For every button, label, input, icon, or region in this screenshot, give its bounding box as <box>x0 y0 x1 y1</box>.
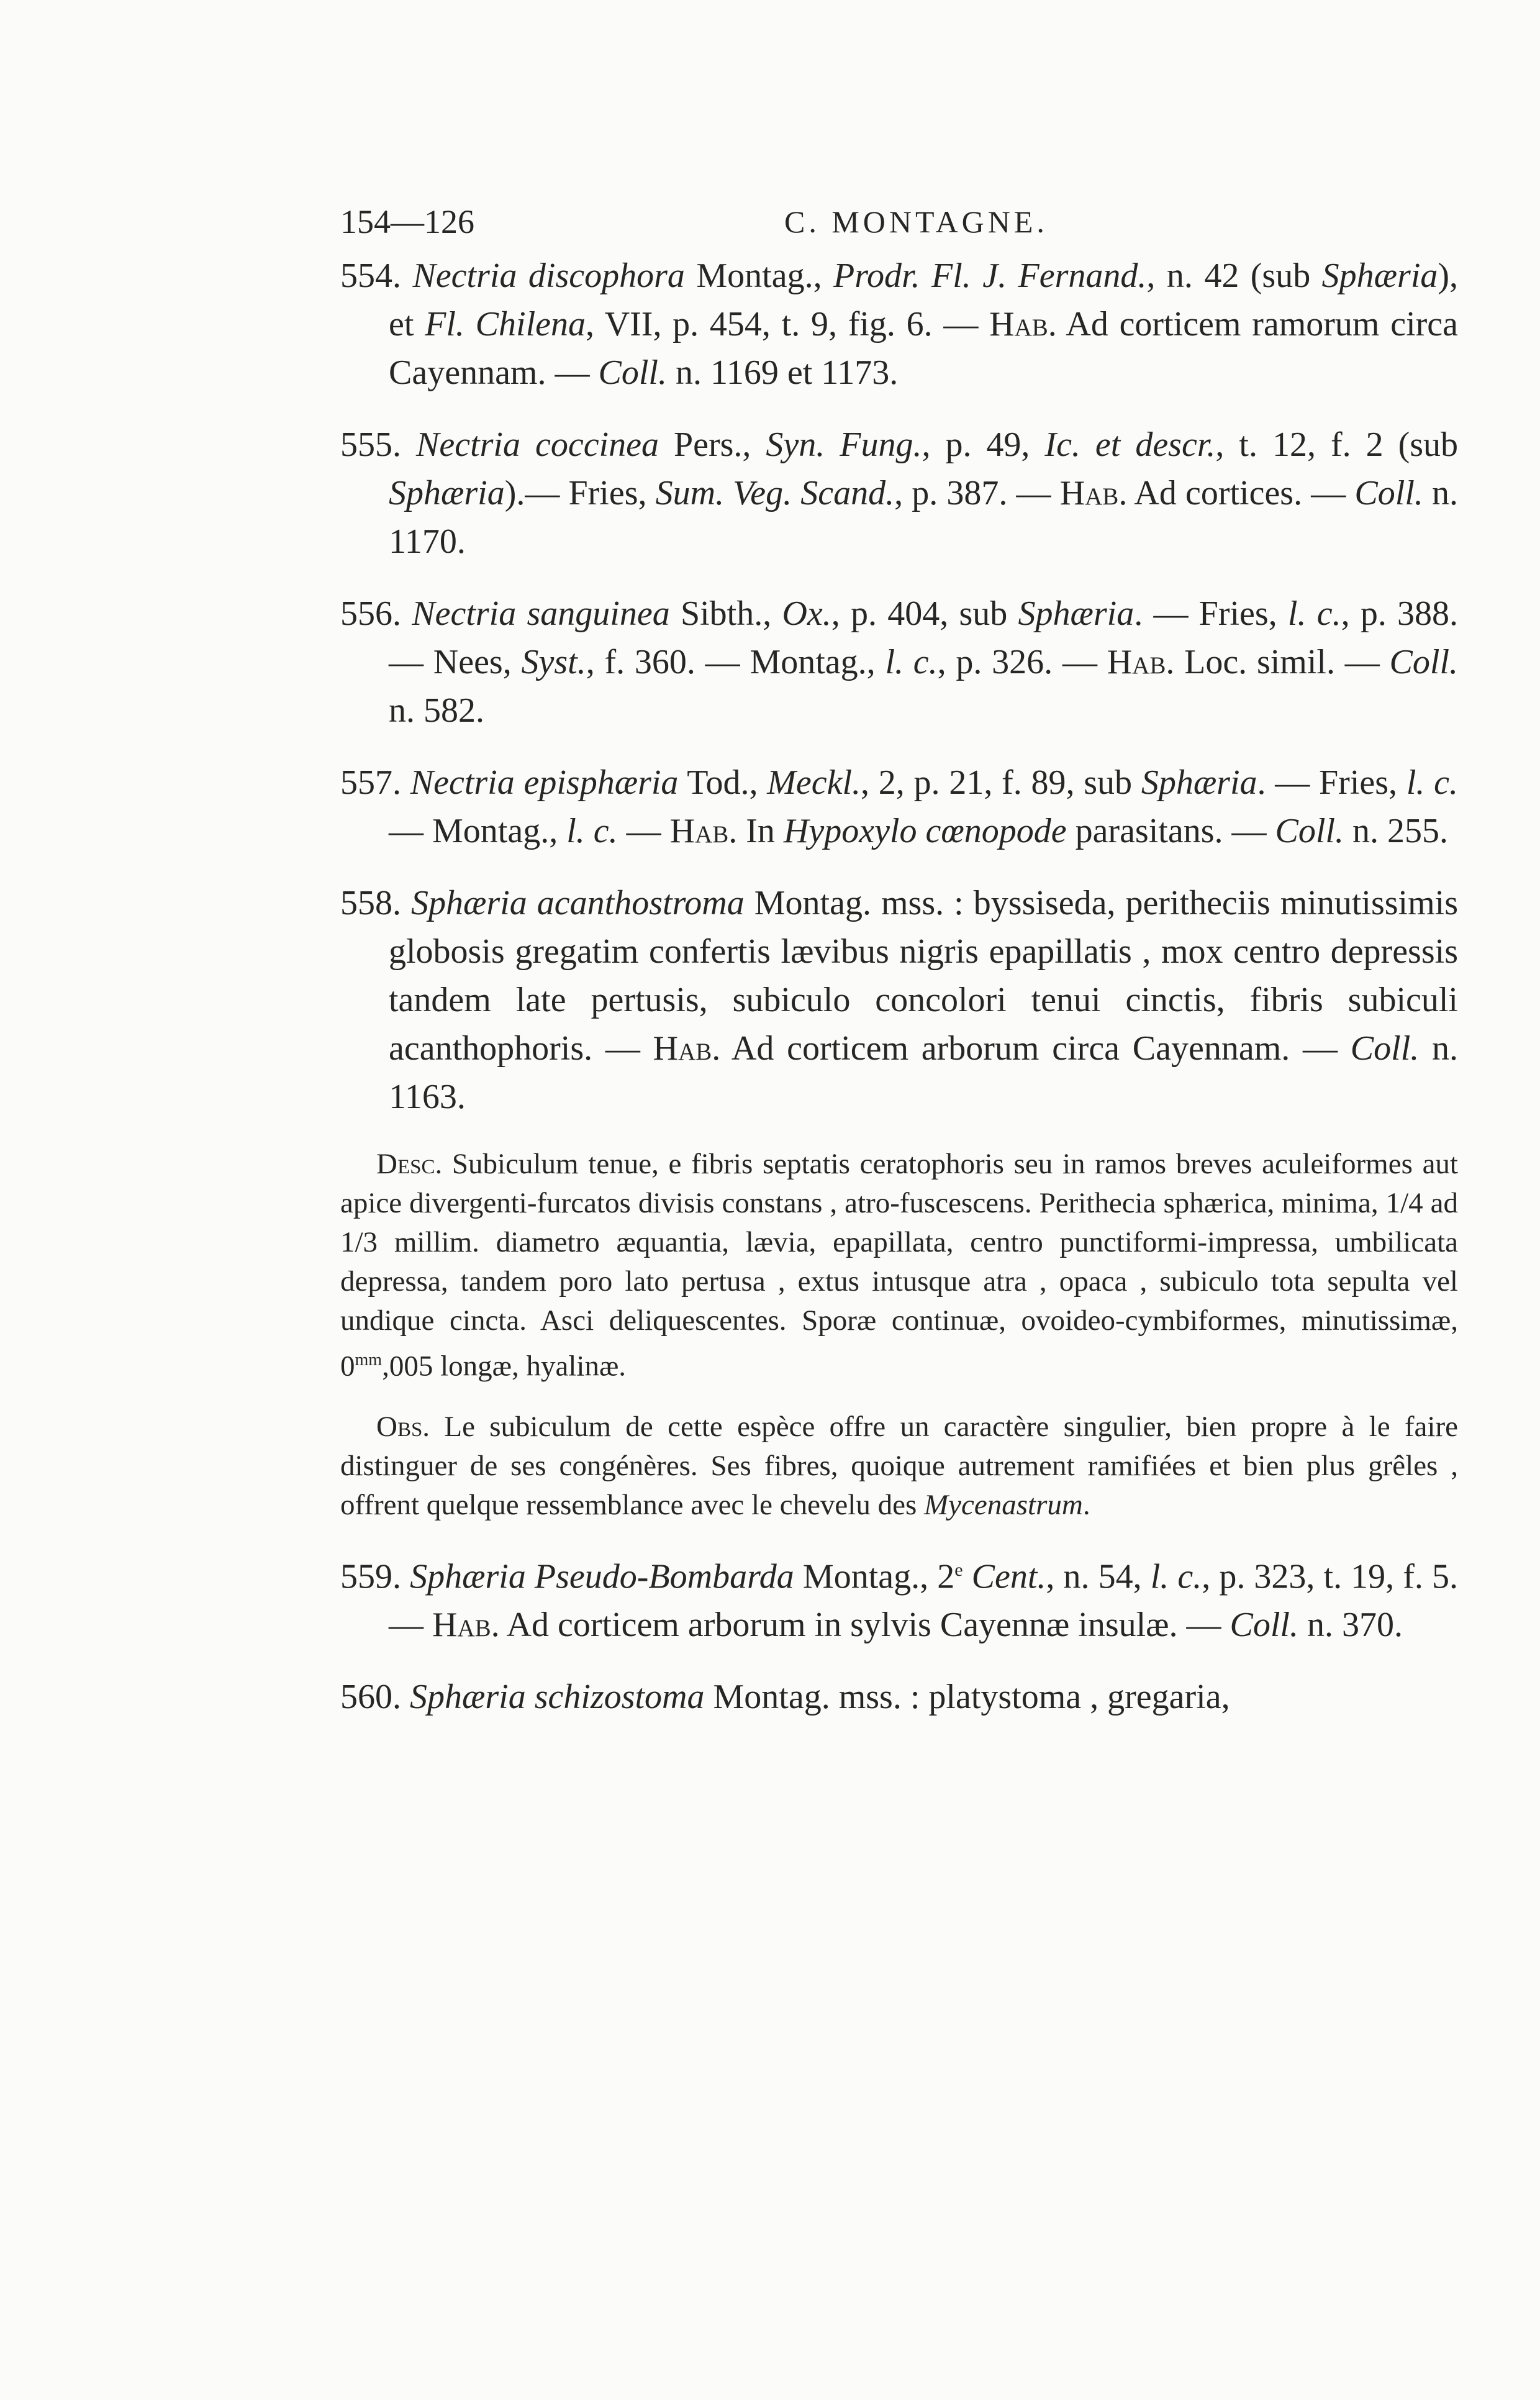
text-body <box>340 252 1458 1745</box>
species: discophora <box>528 257 685 295</box>
entry-558: 558. Sphæria acanthostroma Montag. mss. : byssiseda, peritheciis minutissimis globosis gregatim confertis lævibus nigris epapillatis , mox centro depressis tandem late pertusis, subiculo concolori tenui cinctis, fibris subiculi acanthophoris. — Hab. Ad corticem arborum circa Cayennam. — Coll. n. 1163. <box>340 884 1459 1116</box>
entry-number: 554. <box>340 257 401 295</box>
habitat-label: Hab. <box>1059 474 1128 512</box>
genus: Sphæria <box>411 884 527 922</box>
species: episphæria <box>523 763 679 802</box>
habitat-label: Hab. <box>1107 643 1175 681</box>
entry-number: 559. <box>340 1557 401 1596</box>
observation-paragraph: Obs. Le subiculum de cette espèce offre un caractère singulier, bien propre à le faire distinguer de ses congénères. Ses fibres, quoique autrement ramifiées et bien plus grêles , offrent quelque ressemblance avec le chevelu des Mycenastrum. <box>340 1410 1458 1521</box>
page-number: 154—126 <box>340 203 474 240</box>
species: acanthostroma <box>537 884 745 922</box>
description-paragraph: Desc. Subiculum tenue, e fibris septatis ceratophoris seu in ramos breves aculeiformes aut apice divergenti-furcatos divisis constans , atro-fuscescens. Perithecia sphærica, minima, 1/4 ad 1/3 millim. diametro æquantia, lævia, epapillata, centro punctiformi-impressa, umbilicata depressa, tandem poro lato pertusa , extus intusque atra , opaca , subiculo tota sepulta vel undique cincta. Asci deliquescentes. Sporæ continuæ, ovoideo-cymbiformes, minutissimæ, $0^{mm},005$ longæ, hyalinæ. <box>340 1148 1458 1383</box>
reference: Fl. Chilena <box>425 305 586 343</box>
genus: Nectria <box>410 763 515 802</box>
reference: Prodr. Fl. J. Fernand. <box>833 257 1147 295</box>
collection-label: Coll. <box>1275 812 1344 850</box>
entry-number: 557. <box>340 763 401 802</box>
reference: Syst. <box>521 643 586 681</box>
collection-label: Coll. <box>1350 1029 1420 1068</box>
entry-number: 555. <box>340 425 401 464</box>
unit-superscript: mm <box>355 1350 383 1370</box>
host-name: Hypoxylo cœnopode <box>783 812 1067 850</box>
reference: Sum. Veg. Scand. <box>655 474 895 512</box>
species: sanguinea <box>527 594 670 633</box>
collection-label: Coll. <box>1354 474 1423 512</box>
genus: Nectria <box>412 594 517 633</box>
entry-556: 556. Nectria sanguinea Sibth., Ox., p. 404, sub Sphæria. — Fries, l. c., p. 388. — Nees, Syst., f. 360. — Montag., l. c., p. 326. — Hab. Loc. simil. — Coll. n. 582. <box>340 594 1459 730</box>
entry-560: 560. Sphæria schizostoma Montag. mss. : platystoma , gregaria, <box>340 1678 1230 1717</box>
reference: Cent. <box>962 1557 1046 1596</box>
genus: Nectria <box>412 257 517 295</box>
habitat-label: Hab. <box>653 1029 721 1068</box>
entry-559: 559. Sphæria Pseudo-Bombarda Montag., 2e Cent., n. 54, l. c., p. 323, t. 19, f. 5. — Hab. Ad corticem arborum in sylvis Cayennæ insulæ. — Coll. n. 370. <box>340 1557 1459 1645</box>
genus: Sphæria <box>410 1678 526 1717</box>
habitat-label: Hab. <box>432 1606 500 1645</box>
reference: Ox. <box>782 594 831 633</box>
habitat-label: Hab. <box>989 305 1057 343</box>
reference: Meckl. <box>767 763 861 802</box>
entry-number: 560. <box>340 1678 401 1717</box>
reference: Ic. et descr. <box>1044 425 1216 464</box>
entry-554: 554. Nectria discophora Montag., Prodr. Fl. J. Fernand., n. 42 (sub Sphæria), et Fl. Chilena, VII, p. 454, t. 9, fig. 6. — Hab. Ad corticem ramorum circa Cayennam. — Coll. n. 1169 et 1173. <box>340 257 1459 392</box>
genus: Mycenastrum <box>924 1488 1083 1521</box>
entry-number: 558. <box>340 884 401 922</box>
collection-label: Coll. <box>1389 643 1458 681</box>
collection-label: Coll. <box>1230 1606 1298 1645</box>
running-header <box>340 200 1458 243</box>
entry-557: 557. Nectria episphæria Tod., Meckl., 2, p. 21, f. 89, sub Sphæria. — Fries, l. c. — Montag., l. c. — Hab. In Hypoxylo cœnopode parasitans. — Coll. n. 255. <box>340 763 1458 850</box>
observation-label: Obs. <box>376 1410 430 1443</box>
entry-number: 556. <box>340 594 401 633</box>
species: schizostoma <box>534 1678 705 1717</box>
species: coccinea <box>535 425 659 464</box>
running-title: C. MONTAGNE. <box>784 204 1048 239</box>
description-label: Desc. <box>376 1148 443 1180</box>
habitat-label: Hab. <box>669 812 738 850</box>
genus: Nectria <box>416 425 520 464</box>
genus: Sphæria <box>410 1557 526 1596</box>
reference: Syn. Fung. <box>766 425 922 464</box>
entry-555: 555. Nectria coccinea Pers., Syn. Fung., p. 49, Ic. et descr., t. 12, f. 2 (sub Sphæria).— Fries, Sum. Veg. Scand., p. 387. — Hab. Ad cortices. — Coll. n. 1170. <box>340 425 1459 561</box>
species: Pseudo-Bombarda <box>534 1557 794 1596</box>
collection-label: Coll. <box>598 353 667 392</box>
